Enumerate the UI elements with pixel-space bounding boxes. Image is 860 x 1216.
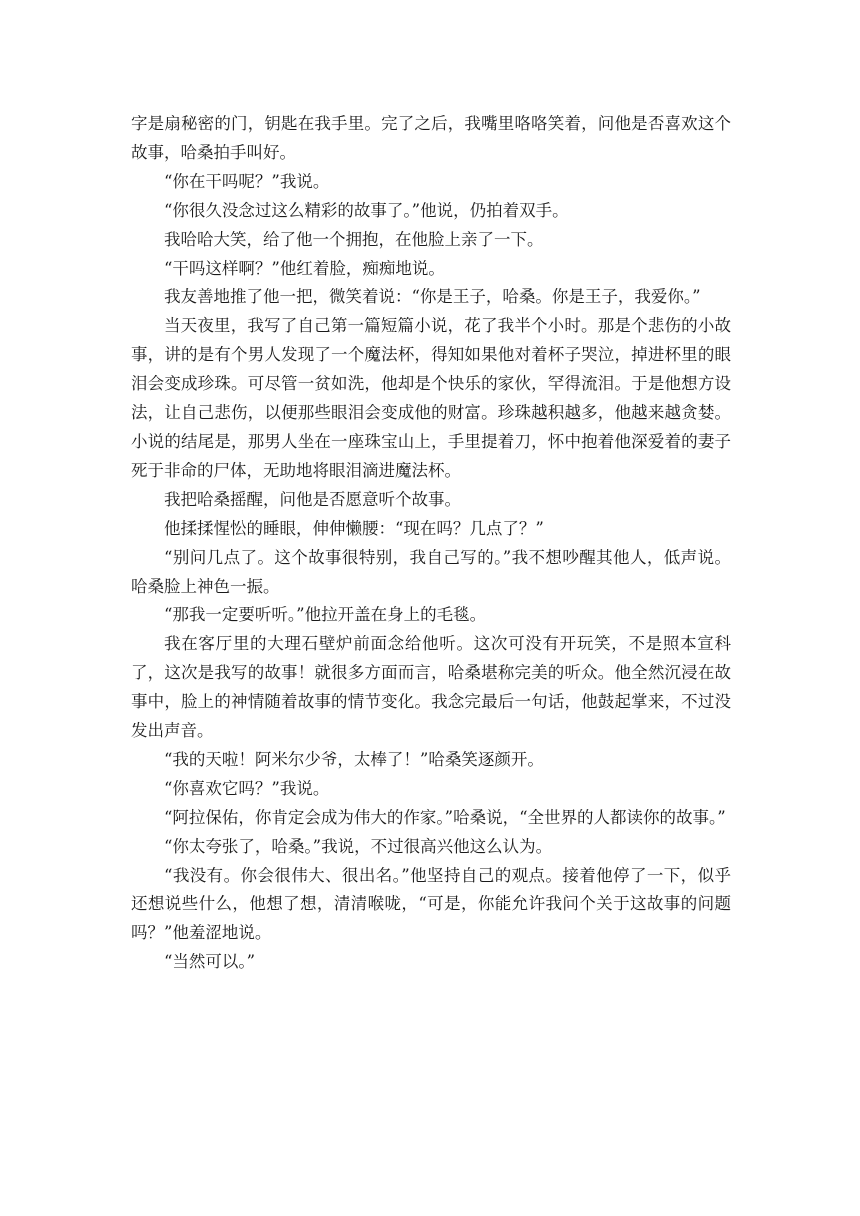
paragraph: 我哈哈大笑，给了他一个拥抱，在他脸上亲了一下。 [164,229,544,249]
paragraph: “你在干吗呢？”我说。 [164,171,330,191]
paragraph: “干吗这样啊？”他红着脸，痴痴地说。 [164,258,445,278]
paragraph: “别问几点了。这个故事很特别，我自己写的。”我不想吵醒其他人，低声说。哈桑脸上神色一振。 [131,547,731,596]
paragraph: “那我一定要听听。”他拉开盖在身上的毛毯。 [164,605,487,625]
paragraph: “你太夸张了，哈桑。”我说，不过很高兴他这么认为。 [164,836,553,856]
paragraph: “我的天啦！阿米尔少爷，太棒了！”哈桑笑逐颜开。 [164,749,544,769]
paragraph: “当然可以。” [164,952,256,972]
paragraph: 我在客厅里的大理石壁炉前面念给他听。这次可没有开玩笑，不是照本宣科了，这次是我写的故事！就很多方面而言，哈桑堪称完美的听众。他全然沉浸在故事中，脸上的神情随着故事的情节变化。我念完最后一句话，他鼓起掌来，不过没发出声音。 [131,634,731,741]
paragraph: 我把哈桑摇醒，问他是否愿意听个故事。 [164,489,461,509]
paragraph: “阿拉保佑，你肯定会成为伟大的作家。”哈桑说，“全世界的人都读你的故事。” [164,807,726,827]
paragraph: 他揉揉惺忪的睡眼，伸伸懒腰：“现在吗？几点了？” [164,518,544,538]
paragraph: 我友善地推了他一把，微笑着说：“你是王子，哈桑。你是王子，我爱你。” [164,287,701,307]
paragraph: “你很久没念过这么精彩的故事了。”他说，仍拍着双手。 [164,200,569,220]
paragraph: 当天夜里，我写了自己第一篇短篇小说，花了我半个小时。那是个悲伤的小故事，讲的是有个男人发现了一个魔法杯，得知如果他对着杯子哭泣，掉进杯里的眼泪会变成珍珠。可尽管一贫如洗，他却是个快乐的家伙，罕得流泪。于是他想方设法，让自己悲伤，以便那些眼泪会变成他的财富。珍珠越积越多，他越来越贪婪。小说的结尾是，那男人坐在一座珠宝山上，手里提着刀，怀中抱着他深爱着的妻子死于非命的尸体，无助地将眼泪滴进魔法杯。 [131,316,731,480]
paragraph: “我没有。你会很伟大、很出名。”他坚持自己的观点。接着他停了一下，似乎还想说些什么，他想了想，清清喉咙，“可是，你能允许我问个关于这故事的问题吗？”他羞涩地说。 [131,865,731,943]
paragraph: “你喜欢它吗？”我说。 [164,778,330,798]
paragraph: 字是扇秘密的门，钥匙在我手里。完了之后，我嘴里咯咯笑着，问他是否喜欢这个故事，哈桑拍手叫好。 [131,114,731,162]
body-text [131,110,731,977]
